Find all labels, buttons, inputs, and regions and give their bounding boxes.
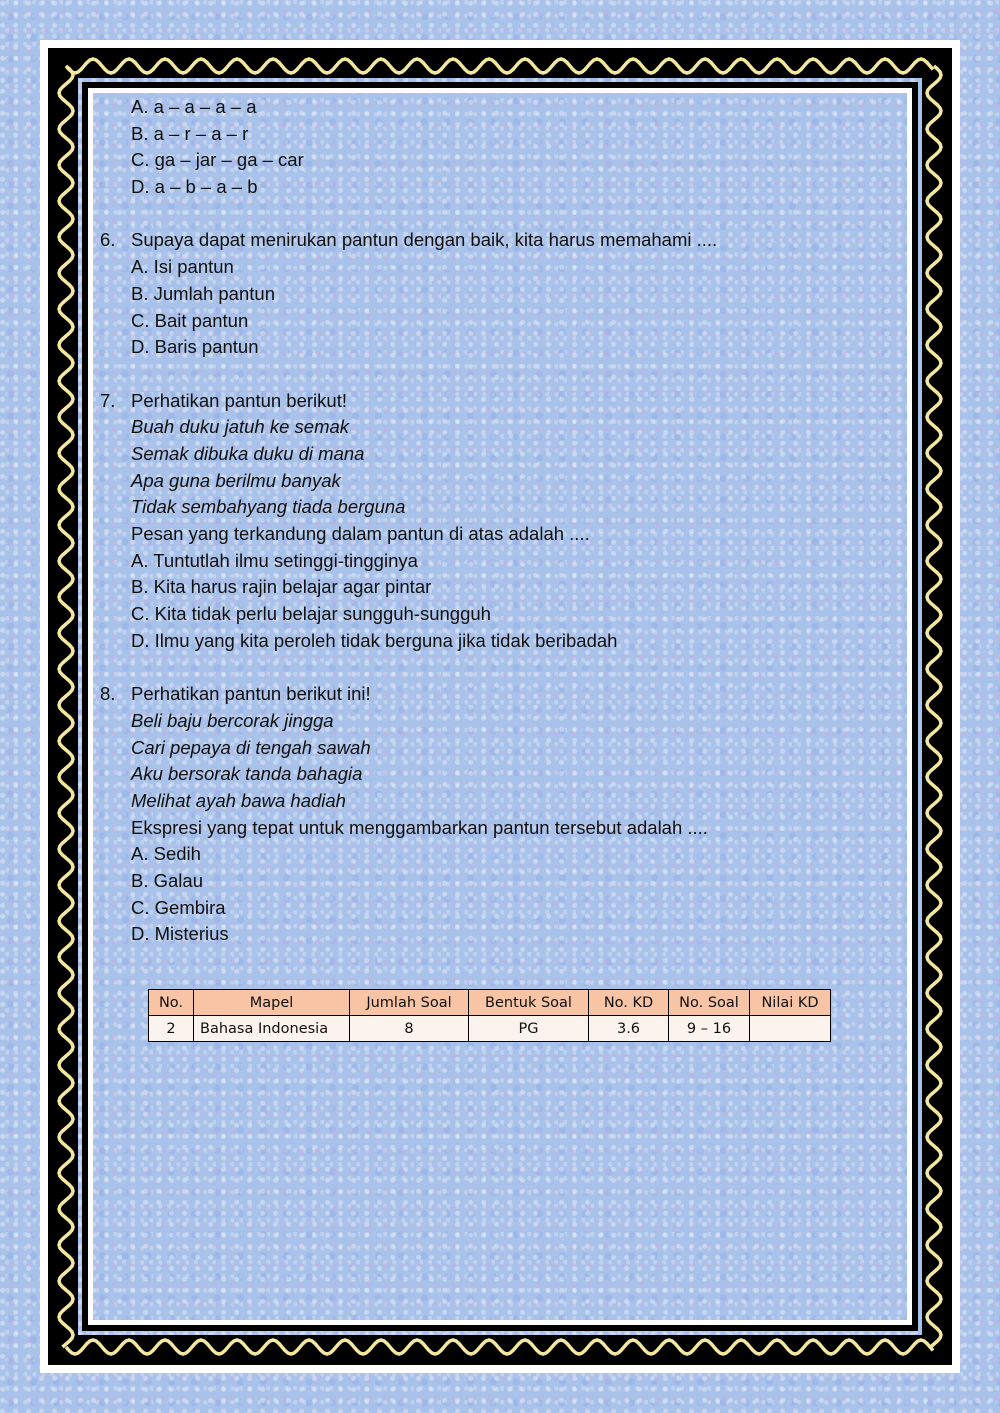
cell-jumlah-soal: 8 <box>350 1016 469 1042</box>
header-bentuk-soal: Bentuk Soal <box>469 990 589 1016</box>
q8-poem-line-2: Cari pepaya di tengah sawah <box>131 736 371 758</box>
q6-option-a[interactable]: A. Isi pantun <box>131 256 234 278</box>
q6-number: 6. <box>100 229 116 251</box>
header-mapel: Mapel <box>194 990 350 1016</box>
q7-poem-line-4: Tidak sembahyang tiada berguna <box>131 496 406 518</box>
q5-option-a[interactable]: A. a – a – a – a <box>131 96 257 117</box>
q6-option-d[interactable]: D. Baris pantun <box>131 336 259 358</box>
question-6 <box>100 227 900 360</box>
cell-no: 2 <box>149 1016 194 1042</box>
q5-options <box>100 94 900 201</box>
header-no-soal: No. Soal <box>669 990 750 1016</box>
q7-number: 7. <box>100 389 116 411</box>
header-no-kd: No. KD <box>589 990 669 1016</box>
info-table-header-row <box>149 990 831 1016</box>
q5-option-d[interactable]: D. a – b – a – b <box>131 176 258 198</box>
q7-option-d[interactable]: D. Ilmu yang kita peroleh tidak berguna jika tidak beribadah <box>131 629 618 651</box>
q7-prompt: Pesan yang terkandung dalam pantun di atas adalah .... <box>131 523 590 544</box>
q6-option-b[interactable]: B. Jumlah pantun <box>131 282 275 304</box>
cell-mapel: Bahasa Indonesia <box>194 1016 350 1042</box>
q8-option-d[interactable]: D. Misterius <box>131 923 229 945</box>
q8-option-a[interactable]: A. Sedih <box>131 843 201 865</box>
cell-bentuk-soal: PG <box>469 1016 589 1042</box>
q8-number: 8. <box>100 683 116 705</box>
q7-poem-line-3: Apa guna berilmu banyak <box>131 469 341 491</box>
q8-option-b[interactable]: B. Galau <box>131 869 203 891</box>
q7-question-text: Perhatikan pantun berikut! <box>131 389 347 411</box>
cell-no-soal: 9 – 16 <box>669 1016 750 1042</box>
header-jumlah-soal: Jumlah Soal <box>350 990 469 1016</box>
frame-wave-segment <box>66 1340 933 1354</box>
q5-option-b[interactable]: B. a – r – a – r <box>131 122 249 144</box>
q8-question-line <box>100 681 900 708</box>
q7-option-a[interactable]: A. Tuntutlah ilmu setinggi-tingginya <box>131 549 418 571</box>
cell-no-kd: 3.6 <box>589 1016 669 1042</box>
q7-question-line <box>100 388 900 415</box>
q8-option-c[interactable]: C. Gembira <box>131 896 226 918</box>
frame-wave-segment <box>66 59 933 73</box>
q7-poem-line-1: Buah duku jatuh ke semak <box>131 416 350 438</box>
frame-wave-segment <box>927 66 941 1347</box>
question-7 <box>100 388 900 655</box>
q6-question-text: Supaya dapat menirukan pantun dengan baik, kita harus memahami .... <box>131 229 718 251</box>
q7-option-c[interactable]: C. Kita tidak perlu belajar sungguh-sungguh <box>131 603 491 625</box>
q6-question-line <box>100 227 900 254</box>
q5-option-c[interactable]: C. ga – jar – ga – car <box>131 149 304 171</box>
header-nilai-kd: Nilai KD <box>750 990 831 1016</box>
info-table <box>148 989 831 1042</box>
q8-prompt: Ekspresi yang tepat untuk menggambarkan pantun tersebut adalah .... <box>131 816 708 838</box>
q8-poem-line-1: Beli baju bercorak jingga <box>131 709 334 731</box>
frame-wave-segment <box>59 66 73 1347</box>
q8-question-text: Perhatikan pantun berikut ini! <box>131 683 371 705</box>
cell-nilai-kd[interactable] <box>750 1016 831 1042</box>
q7-option-b[interactable]: B. Kita harus rajin belajar agar pintar <box>131 576 432 598</box>
header-no: No. <box>149 990 194 1016</box>
worksheet-content <box>100 94 900 948</box>
info-table-row <box>149 1016 831 1042</box>
q8-poem-line-3: Aku bersorak tanda bahagia <box>131 763 363 785</box>
q7-poem-line-2: Semak dibuka duku di mana <box>131 442 365 464</box>
question-8 <box>100 681 900 948</box>
q6-option-c[interactable]: C. Bait pantun <box>131 309 249 331</box>
q8-poem-line-4: Melihat ayah bawa hadiah <box>131 789 346 811</box>
